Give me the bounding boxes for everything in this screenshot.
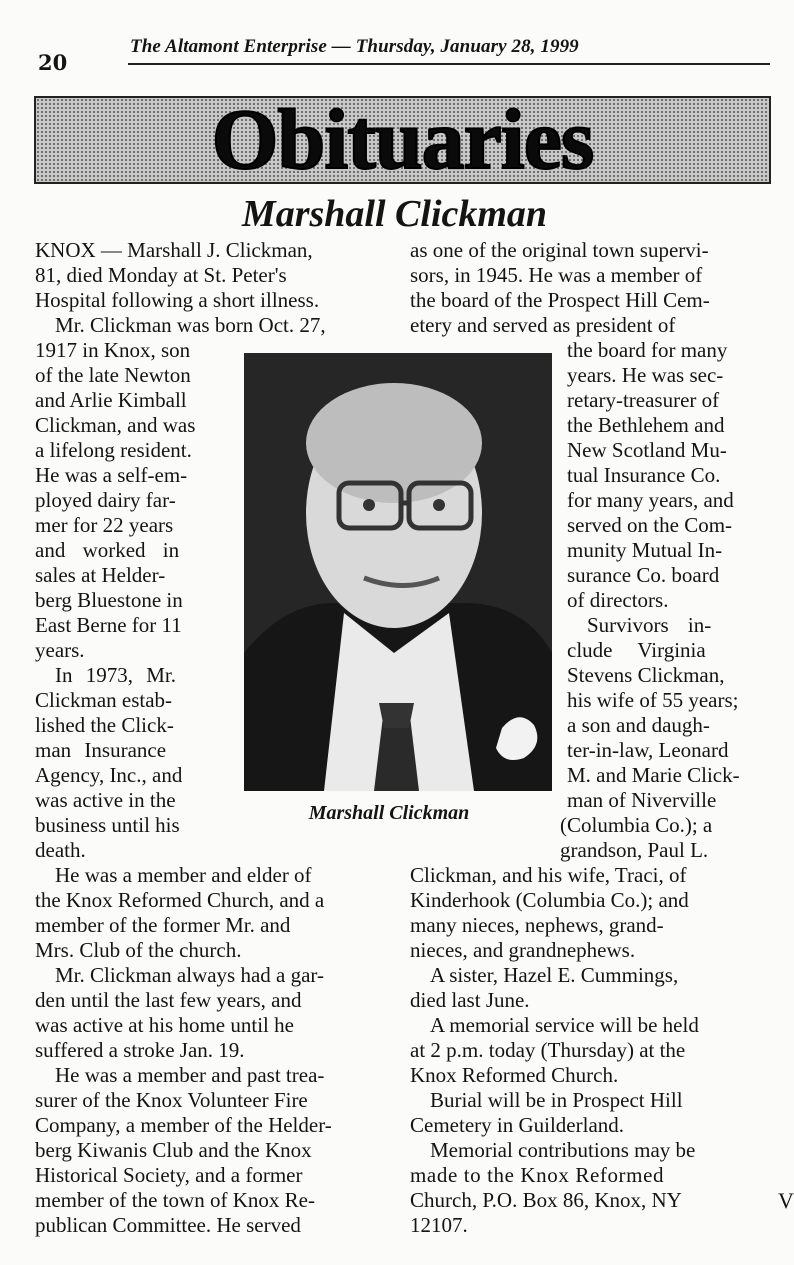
article-line: surer of the Knox Volunteer Fire bbox=[35, 1088, 308, 1112]
article-line: 1917 in Knox, son bbox=[35, 338, 191, 362]
article-line: Agency, Inc., and bbox=[35, 763, 183, 787]
page-number: 20 bbox=[38, 50, 68, 75]
article-line: A memorial service will be held bbox=[430, 1013, 699, 1037]
article-line: Historical Society, and a former bbox=[35, 1163, 303, 1187]
article-line: a lifelong resident. bbox=[35, 438, 192, 462]
article-line: Stevens Clickman, bbox=[567, 663, 725, 687]
article-line: munity Mutual In- bbox=[567, 538, 723, 562]
article-line: Company, a member of the Helder- bbox=[35, 1113, 332, 1137]
article-line: man Insurance bbox=[35, 738, 167, 762]
article-line: the Knox Reformed Church, and a bbox=[35, 888, 325, 912]
article-line: served on the Com- bbox=[567, 513, 733, 537]
article-line: Church, P.O. Box 86, Knox, NY bbox=[410, 1188, 682, 1212]
article-line: A sister, Hazel E. Cummings, bbox=[430, 963, 679, 987]
article-line: tual Insurance Co. bbox=[567, 463, 721, 487]
article-line: a son and daugh- bbox=[567, 713, 710, 737]
article-line: (Columbia Co.); a bbox=[560, 813, 713, 837]
article-line: death. bbox=[35, 838, 86, 862]
article-line: 12107. bbox=[410, 1213, 468, 1237]
article-line: Clickman, and was bbox=[35, 413, 196, 437]
article-line: berg Bluestone in bbox=[35, 588, 183, 612]
article-line: business until his bbox=[35, 813, 180, 837]
article-line: sors, in 1945. He was a member of bbox=[410, 263, 703, 287]
article-line: Survivors in- bbox=[587, 613, 712, 637]
article-line: at 2 p.m. today (Thursday) at the bbox=[410, 1038, 686, 1062]
article-line: M. and Marie Click- bbox=[567, 763, 740, 787]
article-line: den until the last few years, and bbox=[35, 988, 302, 1012]
article-line: He was a member and past trea- bbox=[55, 1063, 325, 1087]
article-line: sales at Helder- bbox=[35, 563, 166, 587]
article-line: Clickman, and his wife, Traci, of bbox=[410, 863, 687, 887]
article-line: Memorial contributions may be bbox=[430, 1138, 696, 1162]
article-line: Cemetery in Guilderland. bbox=[410, 1113, 625, 1137]
article-line: mer for 22 years bbox=[35, 513, 174, 537]
article-line: surance Co. board bbox=[567, 563, 720, 587]
article-line: of directors. bbox=[567, 588, 669, 612]
article-line: and worked in bbox=[35, 538, 180, 562]
article-line: many nieces, nephews, grand- bbox=[410, 913, 664, 937]
article-line: retary-treasurer of bbox=[567, 388, 720, 412]
article-line: the board for many bbox=[567, 338, 728, 362]
masthead-title: The Altamont Enterprise — Thursday, January 28, 1999 bbox=[130, 36, 579, 57]
article-line: Burial will be in Prospect Hill bbox=[430, 1088, 683, 1112]
article-line: years. bbox=[35, 638, 85, 662]
article-line: Mr. Clickman was born Oct. 27, bbox=[55, 313, 326, 337]
photo-caption: Marshall Clickman bbox=[308, 802, 470, 824]
article-line: Kinderhook (Columbia Co.); and bbox=[410, 888, 689, 912]
article-line: the Bethlehem and bbox=[567, 413, 725, 437]
article-line: clude Virginia bbox=[567, 638, 706, 662]
article-line: died last June. bbox=[410, 988, 530, 1012]
article-line: nieces, and grandnephews. bbox=[410, 938, 636, 962]
article-line: ter-in-law, Leonard bbox=[567, 738, 729, 762]
article-line: member of the town of Knox Re- bbox=[35, 1188, 315, 1212]
article-line: as one of the original town supervi- bbox=[410, 238, 709, 262]
article-line: grandson, Paul L. bbox=[560, 838, 709, 862]
article-line: for many years, and bbox=[567, 488, 734, 512]
article-line: his wife of 55 years; bbox=[567, 688, 739, 712]
article-line: Hospital following a short illness. bbox=[35, 288, 320, 312]
article-line: New Scotland Mu- bbox=[567, 438, 727, 462]
adjacent-page-fragment: V bbox=[778, 1188, 794, 1213]
article-line: berg Kiwanis Club and the Knox bbox=[35, 1138, 312, 1162]
article-line: member of the former Mr. and bbox=[35, 913, 291, 937]
article-line: He was a member and elder of bbox=[55, 863, 312, 887]
article-line: of the late Newton bbox=[35, 363, 191, 387]
obituary-headline: Marshall Clickman bbox=[241, 193, 548, 235]
article-line: publican Committee. He served bbox=[35, 1213, 301, 1237]
article-line: lished the Click- bbox=[35, 713, 174, 737]
article-line: Clickman estab- bbox=[35, 688, 173, 712]
article-line: 81, died Monday at St. Peter's bbox=[35, 263, 287, 287]
article-line: suffered a stroke Jan. 19. bbox=[35, 1038, 245, 1062]
article-line: East Berne for 11 bbox=[35, 613, 182, 637]
article-line: Mrs. Club of the church. bbox=[35, 938, 242, 962]
article-line: ployed dairy far- bbox=[35, 488, 176, 512]
article-line: Knox Reformed Church. bbox=[410, 1063, 619, 1087]
article-line: was active in the bbox=[35, 788, 176, 812]
article-line: years. He was sec- bbox=[567, 363, 724, 387]
article-line: He was a self-em- bbox=[35, 463, 188, 487]
article-line: Mr. Clickman always had a gar- bbox=[55, 963, 325, 987]
article-line: was active at his home until he bbox=[35, 1013, 294, 1037]
article-line: and Arlie Kimball bbox=[35, 388, 187, 412]
article-line: the board of the Prospect Hill Cem- bbox=[410, 288, 710, 312]
article-line: man of Niverville bbox=[567, 788, 717, 812]
article-line: In 1973, Mr. bbox=[55, 663, 176, 687]
section-banner-title: Obituaries bbox=[211, 91, 594, 187]
article-line: made to the Knox Reformed bbox=[410, 1163, 665, 1187]
article-line: KNOX — Marshall J. Clickman, bbox=[35, 238, 313, 262]
article-line: etery and served as president of bbox=[410, 313, 676, 337]
